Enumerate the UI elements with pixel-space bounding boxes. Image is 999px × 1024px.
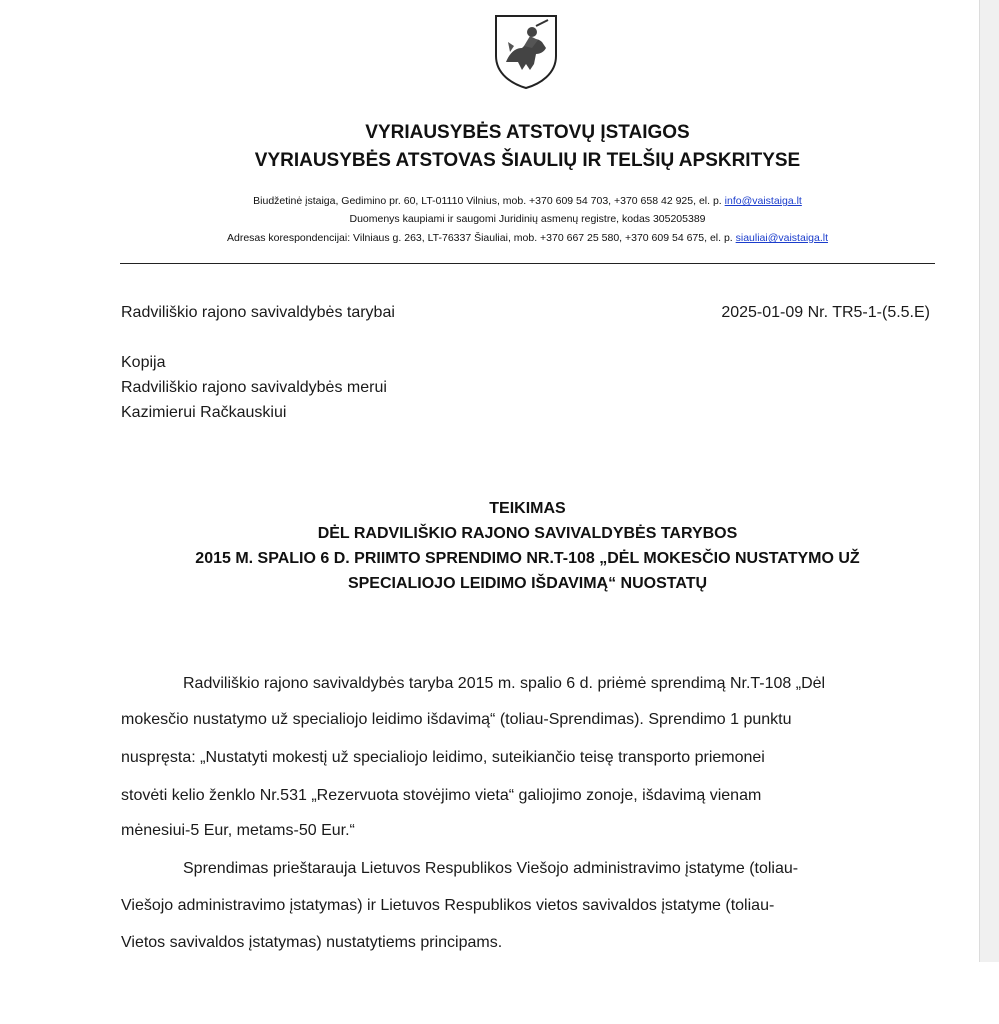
body-line: mėnesiui-5 Eur, metams-50 Eur.“ xyxy=(121,822,355,839)
contact-text: Biudžetinė įstaiga, Gedimino pr. 60, LT-01110 Vilnius, mob. +370 609 54 703, +370 658 42 925, el. p. xyxy=(253,195,725,207)
header-contact-line-2 xyxy=(120,232,935,244)
copy-recipient-1: Radviliškio rajono savivaldybės merui xyxy=(121,379,387,396)
header-registry-line: Duomenys kaupiami ir saugomi Juridinių asmenų registre, kodas 305205389 xyxy=(349,213,706,225)
date-and-number: 2025-01-09 Nr. TR5-1-(5.5.E) xyxy=(721,304,930,321)
body-line: mokesčio nustatymo už specialiojo leidimo išdavimą“ (toliau-Sprendimas). Sprendimo 1 punktu xyxy=(121,711,792,728)
addressee: Radviliškio rajono savivaldybės tarybai xyxy=(121,304,395,321)
contact-text: Adresas korespondencijai: Vilniaus g. 263, LT-76337 Šiauliai, mob. +370 667 25 580, +370 609 54 675, el. p. xyxy=(226,232,736,244)
body-line: Vietos savivaldos įstatymas) nustatytiems principams. xyxy=(121,934,503,951)
body-line: Radviliškio rajono savivaldybės taryba 2015 m. spalio 6 d. priėmė sprendimą Nr.T-108 „Dėl xyxy=(183,675,826,692)
coat-of-arms-icon xyxy=(492,12,560,90)
email-link-siauliai[interactable]: siauliai@vaistaiga.lt xyxy=(735,232,828,244)
header-institution: VYRIAUSYBĖS ATSTOVŲ ĮSTAIGOS xyxy=(365,122,690,143)
body-line: nuspręsta: „Nustatyti mokestį už specialiojo leidimo, suteikiančio teisę transporto priemonei xyxy=(121,749,765,766)
body-line: Sprendimas prieštarauja Lietuvos Respublikos Viešojo administravimo įstatyme (toliau- xyxy=(183,860,799,877)
document-subtitle-2: 2015 M. SPALIO 6 D. PRIIMTO SPRENDIMO NR.T-108 „DĖL MOKESČIO NUSTATYMO UŽ xyxy=(195,550,860,567)
copy-label: Kopija xyxy=(121,354,166,371)
email-link-info[interactable]: info@vaistaiga.lt xyxy=(724,195,802,207)
header-representative: VYRIAUSYBĖS ATSTOVAS ŠIAULIŲ IR TELŠIŲ APSKRITYSE xyxy=(254,150,801,171)
header-divider xyxy=(120,263,935,264)
document-title: TEIKIMAS xyxy=(489,500,566,517)
vertical-scrollbar[interactable] xyxy=(979,0,999,962)
document-subtitle-1: DĖL RADVILIŠKIO RAJONO SAVIVALDYBĖS TARYBOS xyxy=(317,525,738,542)
document-subtitle-3: SPECIALIOJO LEIDIMO IŠDAVIMĄ“ NUOSTATŲ xyxy=(347,575,708,592)
copy-recipient-2: Kazimierui Račkauskiui xyxy=(121,404,287,421)
body-line: Viešojo administravimo įstatymas) ir Lietuvos Respublikos vietos savivaldos įstatyme (toliau- xyxy=(121,897,775,914)
header-contact-line-1 xyxy=(120,195,935,207)
body-line: stovėti kelio ženklo Nr.531 „Rezervuota stovėjimo vieta“ galiojimo zonoje, išdavimą vienam xyxy=(121,787,762,804)
